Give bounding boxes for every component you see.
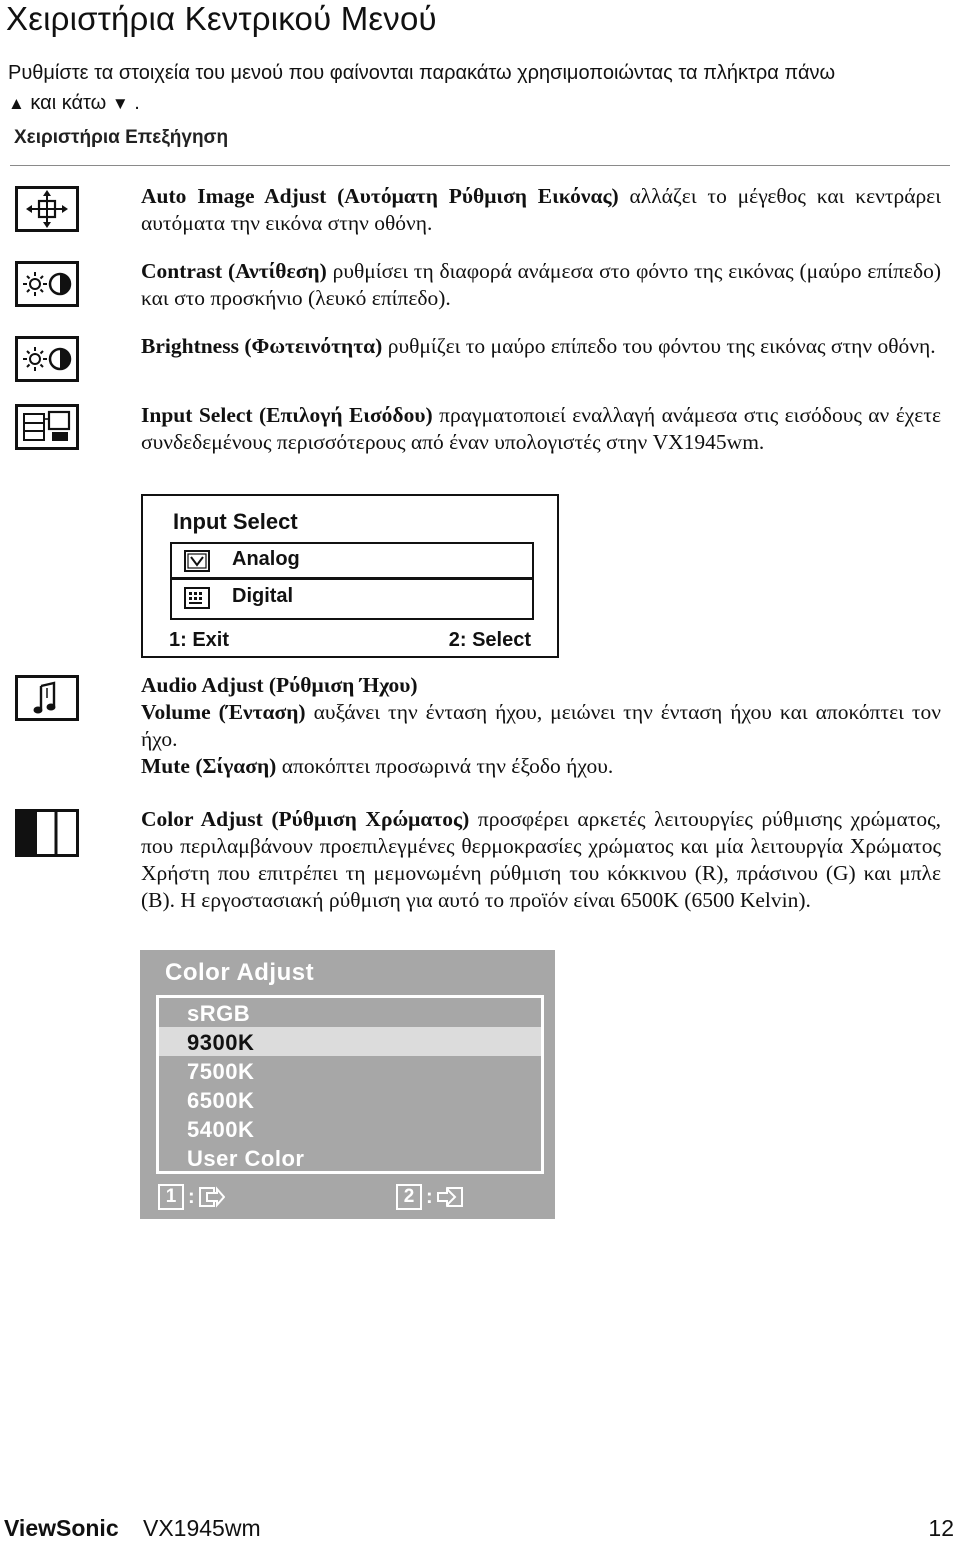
contrast-description [141, 258, 941, 312]
color-adjust-term: Color Adjust (Ρύθμιση Χρώματος) [141, 807, 470, 831]
brightness-text: ρυθμίζει το μαύρο επίπεδο του φόντου της εικόνας στην οθόνη. [382, 334, 936, 358]
digital-option-label: Digital [232, 585, 294, 607]
color-adjust-osd [140, 950, 555, 1219]
select-hint: 2: Select [448, 629, 531, 651]
input-select-osd-title: Input Select [173, 509, 298, 534]
auto-image-adjust-description [141, 183, 941, 237]
volume-text: αυξάνει την ένταση ήχου, μειώνει την ένταση ήχου και αποκόπτει τον ήχο. [141, 700, 941, 751]
audio-adjust-icon [15, 675, 79, 721]
footer-brand: ViewSonic [4, 1515, 119, 1541]
digital-input-icon [184, 587, 210, 609]
color-option-6500k[interactable]: 6500K [187, 1088, 255, 1113]
color-options [156, 995, 544, 1174]
key-1-icon: 1 [158, 1184, 184, 1210]
color-option-srgb[interactable]: sRGB [187, 1001, 251, 1026]
input-select-text: πραγματοποιεί εναλλαγή ανάμεσα στις εισόδους αν έχετε συνδεδεμένους περισσότερους από έναν υπολογιστές στην VX1945wm. [141, 403, 941, 454]
color-adjust-icon [15, 809, 79, 857]
brightness-description [141, 333, 941, 360]
page-title: Χειριστήρια Κεντρικού Μενού [6, 0, 437, 37]
auto-image-adjust-text: αλλάζει το μέγεθος και κεντράρει αυτόματα την εικόνα στην οθόνη. [141, 184, 941, 235]
input-select-description [141, 402, 941, 456]
footer-model: VX1945wm [143, 1515, 261, 1541]
intro-text-start: Ρυθμίστε τα στοιχεία του μενού που φαίνονται παρακάτω χρησιμοποιώντας τα πλήκτρα πάνω [8, 62, 836, 84]
input-select-term: Input Select (Επιλογή Εισόδου) [141, 403, 433, 427]
exit-hint: 1: Exit [169, 629, 230, 651]
column-header: Χειριστήρια Επεξήγηση [14, 127, 229, 148]
input-select-options [170, 542, 534, 620]
contrast-term: Contrast (Αντίθεση) [141, 259, 327, 283]
input-select-icon [15, 404, 79, 450]
key-2-icon: 2 [396, 1184, 422, 1210]
contrast-text: ρυθμίσει τη διαφορά ανάμεσα στο φόντο της εικόνας (μαύρο επίπεδο) και στο προσκήνιο (λευκό επίπεδο). [141, 259, 941, 310]
intro-text-end: . [134, 92, 140, 114]
up-arrow-icon: ▲ [8, 94, 25, 113]
input-option-digital[interactable] [172, 581, 532, 617]
page-number: 12 [928, 1515, 954, 1541]
mute-term: Mute (Σίγαση) [141, 754, 277, 778]
input-option-analog[interactable] [172, 544, 532, 580]
key-1-hint [158, 1183, 225, 1211]
analog-option-label: Analog [232, 548, 300, 570]
input-select-osd [141, 494, 559, 658]
color-adjust-text: προσφέρει αρκετές λειτουργίες ρύθμισης χρώματος, που περιλαμβάνουν προεπιλεγμένες θερμοκρασίες χρώματος και μία λειτουργία Χρώματος Χρήστη που επιτρέπει τη μεμονωμένη ρύθμιση του κόκκινου (R), πράσινου (G) και μπλε (B). Η εργοστασιακή ρύθμιση για αυτό το προϊόν είναι 6500K (6500 Kelvin). [141, 807, 941, 912]
brightness-icon [15, 336, 79, 382]
color-option-9300k[interactable]: 9300K [187, 1030, 255, 1055]
color-option-7500k[interactable]: 7500K [187, 1059, 255, 1084]
volume-term: Volume (Ένταση) [141, 700, 306, 724]
audio-adjust-term: Audio Adjust (Ρύθμιση Ήχου) [141, 673, 418, 697]
brightness-term: Brightness (Φωτεινότητα) [141, 334, 383, 358]
intro-text [8, 58, 953, 119]
auto-image-adjust-icon [15, 186, 79, 232]
key-2-hint [396, 1183, 463, 1211]
analog-input-icon [184, 550, 210, 572]
key-2-colon: : [426, 1185, 433, 1208]
color-adjust-osd-title: Color Adjust [165, 959, 315, 986]
audio-adjust-description [141, 672, 941, 780]
select-arrow-icon [437, 1185, 463, 1209]
color-option-5400k[interactable]: 5400K [187, 1117, 255, 1142]
color-option-user-color[interactable]: User Color [187, 1146, 305, 1171]
down-arrow-icon: ▼ [111, 94, 129, 113]
exit-arrow-icon [199, 1185, 225, 1209]
mute-text: αποκόπτει προσωρινά την έξοδο ήχου. [276, 754, 614, 778]
auto-image-adjust-term: Auto Image Adjust (Αυτόματη Ρύθμιση Εικόνας) [141, 184, 619, 208]
intro-text-middle: και κάτω [30, 92, 107, 114]
color-adjust-description [141, 806, 941, 914]
contrast-icon [15, 261, 79, 307]
key-1-colon: : [188, 1185, 195, 1208]
header-divider [10, 165, 950, 166]
